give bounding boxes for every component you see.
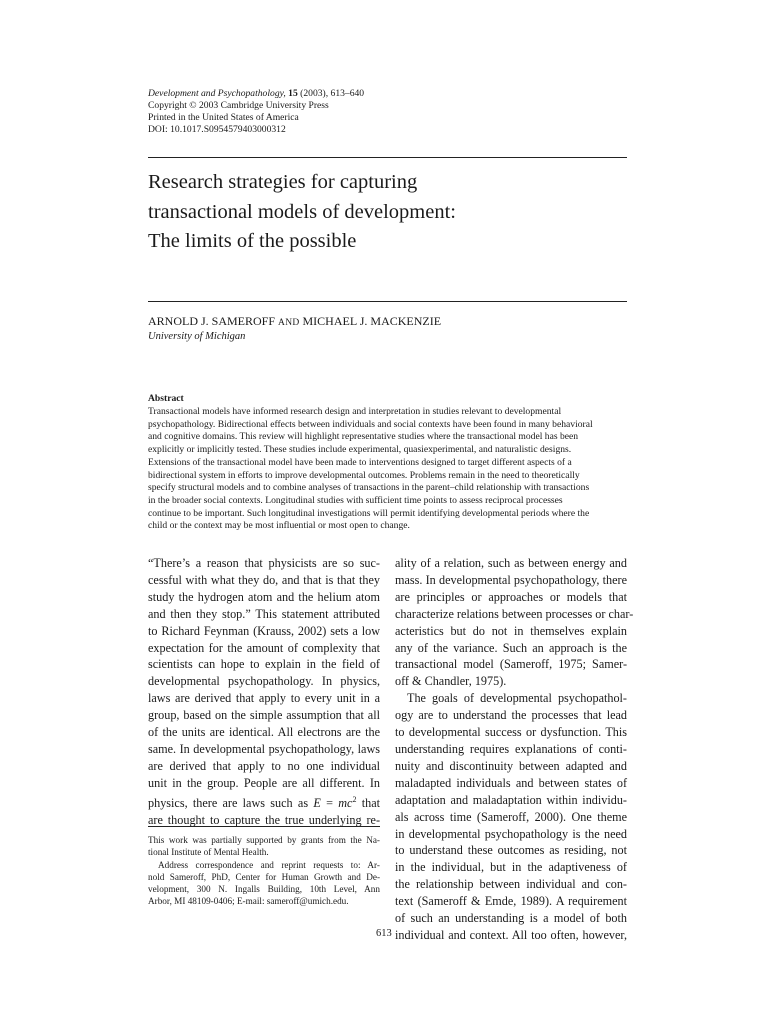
author-1: ARNOLD J. SAMEROFF [148, 314, 276, 328]
body-line: developmental psychopathology. In physics, [148, 674, 380, 689]
body-column-right [395, 555, 634, 944]
body-line: laws are derived that apply to every unit in a [148, 691, 380, 706]
doi-line: DOI: 10.1017.S0954579403000312 [148, 124, 286, 135]
title-top-rule [148, 157, 627, 158]
body-line: scientists can hope to explain in the field of [148, 657, 380, 672]
journal-name: Development and Psychopathology, [148, 88, 286, 99]
body-line: of the units are identical. All electrons are the [148, 725, 380, 740]
body-line: same. In developmental psychopathology, laws [148, 741, 380, 756]
body-line: understanding requires explanations of conti- [395, 741, 627, 756]
body-line: ality of a relation, such as between energy and [395, 556, 627, 570]
abstract-line: continue to be important. Such longitudinal investigations will permit identifying developmental periods where the [148, 507, 590, 519]
citation-line [148, 88, 364, 100]
body-line: als across time (Sameroff, 2000). One theme [395, 809, 627, 824]
footnote-rule [148, 826, 380, 827]
paper-title [148, 168, 627, 257]
body-line: unit in the group. People are all different. In [148, 775, 380, 790]
body-line: cessful with what they do, and that is that they [148, 572, 380, 587]
equation-exponent: 2 [352, 794, 357, 804]
body-line: to developmental success or dysfunction. This [395, 725, 627, 740]
body-line: nuity and discontinuity between adapted and [395, 758, 627, 773]
abstract-line: in the broader social contexts. Longitudinal studies with sufficient time points to assess reciprocal processes [148, 494, 563, 506]
body-line: to Richard Feynman (Krauss, 2002) sets a low [148, 623, 380, 638]
abstract-heading: Abstract [148, 393, 184, 404]
abstract-line: child or the context may be most influential or most open to change. [148, 520, 410, 532]
body-line: individual and context. All too often, however, [395, 927, 627, 942]
title-line-3: The limits of the possible [148, 230, 357, 252]
equation-E: E [313, 795, 321, 810]
body-line: are derived that apply to no one individual [148, 758, 380, 773]
body-line: in the individual, but in the adaptiveness of [395, 860, 627, 875]
title-bottom-rule [148, 301, 627, 302]
body-line: off & Chandler, 1975). [395, 674, 507, 689]
body-line: study the hydrogen atom and the helium atom [148, 589, 380, 604]
author-conjunction: AND [278, 318, 300, 328]
footnote-line: Arbor, MI 48109-0406; E-mail: sameroff@umich.edu. [148, 896, 349, 907]
abstract-line: Transactional models have informed research design and interpretation in studies relevant to developmental [148, 406, 562, 417]
body-line: maladapted individuals and between states of [395, 775, 627, 790]
body-line: the relationship between individual and con- [395, 877, 627, 892]
body-line: and then they stop.” This statement attributed [148, 606, 380, 621]
body-line: text (Sameroff & Emde, 1989). A requirement [395, 894, 627, 909]
body-line: characterize relations between processes or char- [395, 606, 634, 621]
year-pages: (2003), 613–640 [300, 88, 365, 99]
body-line: “There’s a reason that physicists are so suc- [148, 556, 380, 570]
footnote-line: This work was partially supported by grants from the Na- [148, 835, 380, 845]
footnote-line: Address correspondence and reprint requests to: Ar- [158, 859, 380, 870]
footnote-line: tional Institute of Mental Health. [148, 847, 269, 858]
body-line: group, based on the simple assumption that all [148, 708, 380, 723]
printed-line: Printed in the United States of America [148, 112, 299, 123]
abstract-line: explicitly or implicitly tested. These studies include experimental, quasiexperimental, and naturalistic designs. [148, 444, 572, 456]
title-line-2: transactional models of development: [148, 200, 456, 223]
body-line: acteristics but do not in themselves explain [395, 623, 627, 638]
abstract-body [148, 406, 627, 533]
body-line: expectation for the amount of complexity that [148, 640, 380, 655]
body-line: are principles or approaches or models that [395, 589, 627, 604]
body-column-left [148, 555, 380, 829]
body-line: mass. In developmental psychopathology, there [395, 572, 627, 587]
body-line: adaptation and maladaptation within individu- [395, 792, 627, 807]
abstract-line: psychopathology. Bidirectional effects between individuals and social contexts have been found in many behavioral [148, 418, 593, 430]
body-line: of such an understanding is a model of both [395, 911, 627, 926]
copyright-line: Copyright © 2003 Cambridge University Press [148, 100, 329, 111]
body-line: to understand these outcomes as residing, not [395, 843, 627, 858]
body-line: ogy are to understand the processes that lead [395, 708, 627, 723]
title-line-1: Research strategies for capturing [148, 171, 418, 193]
body-line: in developmental psychopathology is the need [395, 826, 627, 841]
author-list [148, 313, 441, 331]
abstract-line: bidirectional system in efforts to improve developmental outcomes. Problems remain in the need to theoretically [148, 469, 580, 481]
affiliation: University of Michigan [148, 331, 246, 342]
body-line: any of the variance. Such an approach is the [395, 640, 627, 655]
body-line: transactional model (Sameroff, 1975; Samer- [395, 657, 627, 672]
page-number: 613 [376, 928, 392, 939]
volume: 15 [288, 88, 298, 99]
equation-line: physics, there are laws such as $E = mc^2$ that [148, 794, 381, 810]
footnotes [148, 834, 380, 908]
abstract-line: Extensions of the transactional model have been made to interventions designed to target different aspects of a [148, 456, 572, 468]
body-line: are thought to capture the true underlying re- [148, 812, 380, 827]
abstract-line: and cognitive domains. This review will highlight representative studies where the transactional model has been [148, 431, 579, 443]
journal-header [148, 88, 364, 136]
abstract-line: specify structural models and to combine analyses of transactions in the parent–child relationship with transactions [148, 482, 590, 494]
body-line: The goals of developmental psychopathol- [407, 691, 627, 706]
equation-mc: mc [338, 795, 353, 810]
author-2: MICHAEL J. MACKENZIE [302, 314, 442, 328]
footnote-line: velopment, 300 N. Ingalls Building, 10th Level, Ann [148, 884, 380, 895]
footnote-line: nold Sameroff, PhD, Center for Human Growth and De- [148, 871, 380, 882]
